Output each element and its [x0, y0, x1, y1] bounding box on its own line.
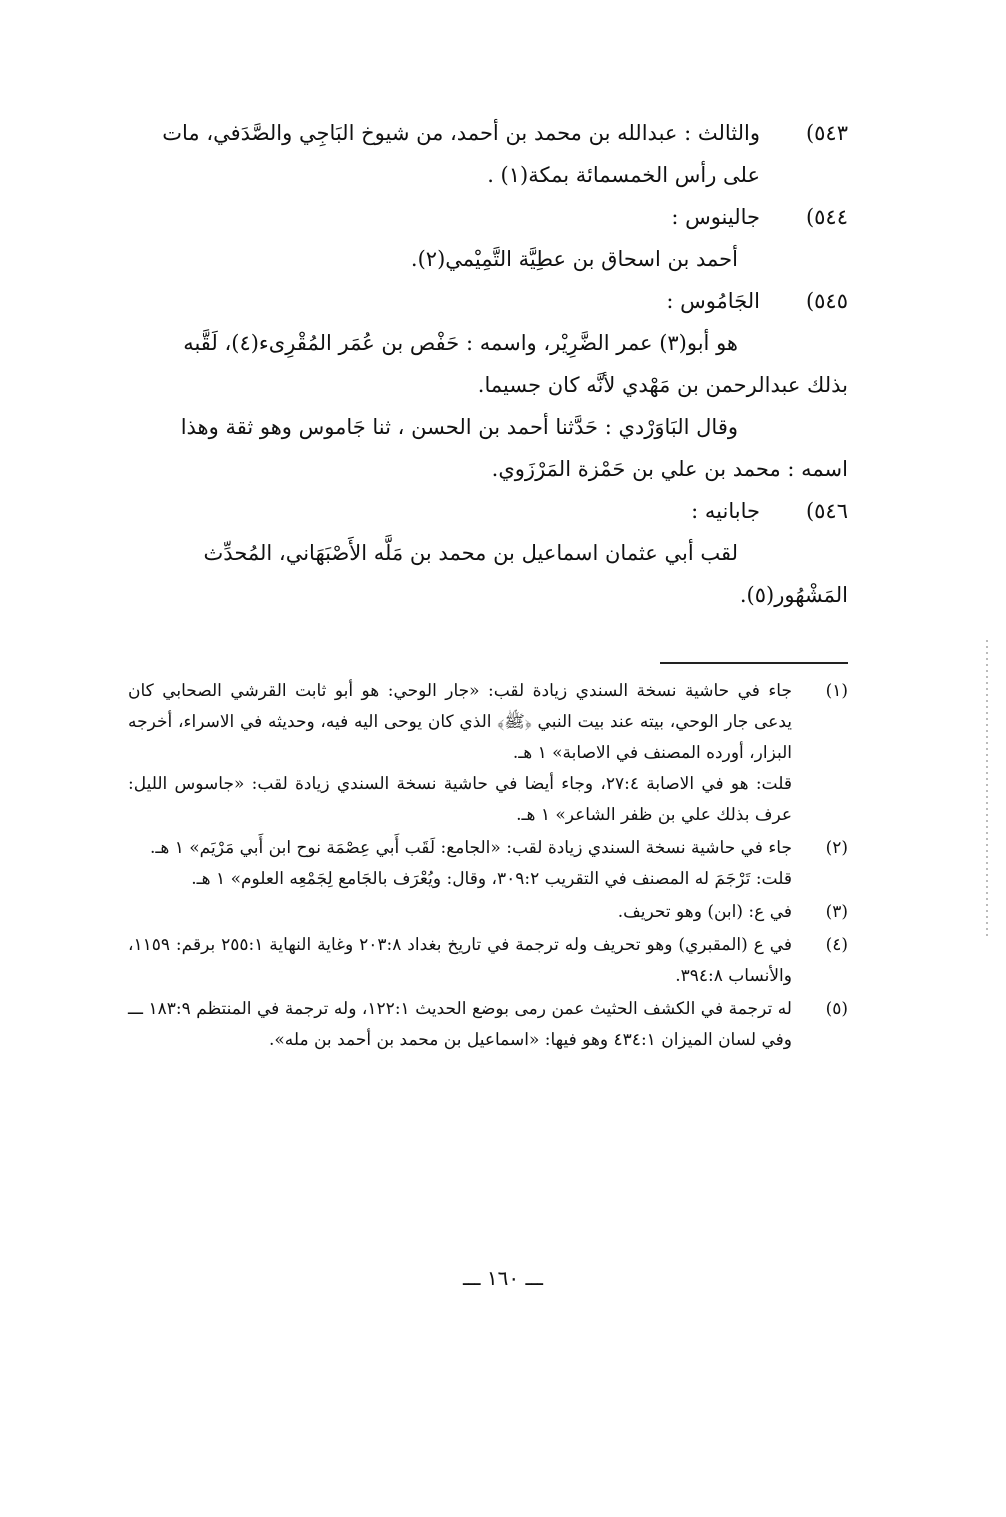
footnote-4: [128, 930, 848, 992]
entry-paragraph-rest: المَشْهُور(٥).: [739, 583, 848, 607]
footnote-text: قلت: هو في الاصابة ٢٧:٤، وجاء أيضا في حاشية نسخة السندي زيادة لقب: «جاسوس الليل: عرف بذلك علي بن ظفر الشاعر» ١ هـ.: [128, 774, 792, 825]
main-entries: [128, 112, 848, 616]
entry-paragraph-rest: بذلك عبدالرحمن بن مَهْدي لأنَّه كان جسيما.: [477, 373, 848, 397]
footnote-number: (١): [825, 681, 848, 701]
footnote-text: قلت: تَرْجَمَ له المصنف في التقريب ٣٠٩:٢، وقال: ويُعْرَف بالجَامع لِجَمْعِه العلوم» ١ هـ.: [191, 869, 792, 889]
entry-text: جالينوس :: [671, 205, 760, 229]
entry-paragraph-first: لقب أبي عثمان اسماعيل بن محمد بن مَلَّه الأَصْبَهَاني، المُحدِّث: [203, 541, 738, 565]
footnote-text: في ع: (ابن) وهو تحريف.: [617, 902, 792, 922]
entry-545: [128, 280, 848, 490]
entry-number: ٥٤٦): [805, 499, 848, 523]
entry-text: والثالث : عبدالله بن محمد بن أحمد، من شيوخ البَاجِي والصَّدَفي، مات: [162, 121, 760, 145]
page-number: ـــ ١٦٠ ـــ: [462, 1266, 544, 1290]
entry-paragraph-rest: اسمه : محمد بن علي بن حَمْزة المَرْزَوي.: [491, 457, 848, 481]
entry-paragraph-first: هو أبو(٣) عمر الضَّرِيْر، واسمه : حَفْص بن عُمَر المُقْرِىء(٤)، لَقَّبه: [183, 331, 738, 355]
entry-text: جابانيه :: [691, 499, 760, 523]
footnote-number: (٥): [825, 999, 848, 1019]
entry-text: الجَامُوس :: [666, 289, 760, 313]
footnote-text: في ع (المقبري) وهو تحريف وله ترجمة في تاريخ بغداد ٢٠٣:٨ وغاية النهاية ٢٥٥:١ برقم: ١١٥٩، والأنساب ٣٩٤:٨.: [128, 935, 792, 986]
entry-continuation: أحمد بن اسحاق بن عطِيَّة التَّمِيْمي(٢).: [410, 247, 738, 271]
footnote-2: [128, 833, 848, 895]
entry-546: [128, 490, 848, 616]
footnote-text: جاء في حاشية نسخة السندي زيادة لقب: «الجامع: لَقَب أَبي عِصْمَة نوح ابن أَبي مَرْيَم» ١ هـ.: [149, 838, 792, 858]
footnotes: [128, 676, 848, 1058]
entry-continuation: على رأس الخمسمائة بمكة(١) .: [487, 163, 760, 187]
footnote-1: [128, 676, 848, 831]
footnote-5: [128, 994, 848, 1056]
footnote-number: (٤): [825, 935, 848, 955]
scan-margin-mark: [986, 640, 988, 940]
entry-number: ٥٤٥): [805, 289, 848, 313]
footnote-number: (٣): [825, 902, 848, 922]
footnote-number: (٢): [825, 838, 848, 858]
entry-number: ٥٤٤): [805, 205, 848, 229]
footnote-divider: [660, 662, 848, 664]
footnote-3: [128, 897, 848, 928]
entry-544: [128, 196, 848, 280]
entry-number: ٥٤٣): [805, 121, 848, 145]
entry-paragraph-first: وقال البَاوَرْدي : حَدَّثنا أحمد بن الحسن ، ثنا جَاموس وهو ثقة وهذا: [180, 415, 738, 439]
footnote-text: جاء في حاشية نسخة السندي زيادة لقب: «جار الوحي: هو أبو ثابت القرشي الصحابي كان يدعى جار الوحي، بيته عند بيت النبي ﴿ﷺ﴾ الذي كان يوحى اليه فيه، وحديثه في الاسراء، أخرجه البزار، أورده المصنف في الاصابة» ١ هـ.: [128, 681, 792, 763]
footnote-text: له ترجمة في الكشف الحثيث عمن رمى بوضع الحديث ١٢٢:١، وله ترجمة في المنتظم ١٨٣:٩ ـــ وفي لسان الميزان ٤٣٤:١ وهو فيها: «اسماعيل بن محمد بن أحمد بن مله».: [128, 999, 792, 1050]
entry-543: [128, 112, 848, 196]
